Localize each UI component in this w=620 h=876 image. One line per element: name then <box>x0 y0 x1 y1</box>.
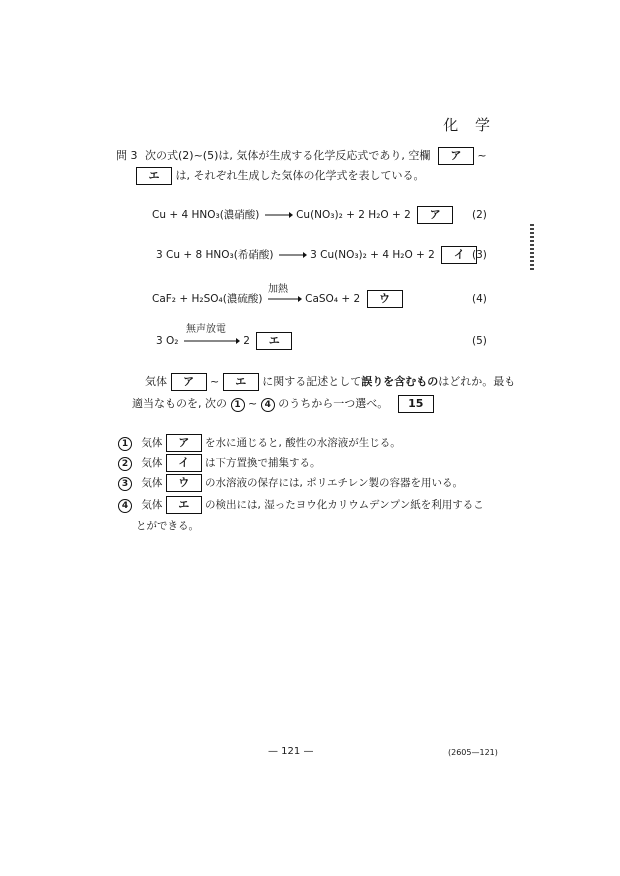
prompt-post: はどれか。最も <box>438 375 516 388</box>
option-2-number: 2 <box>118 457 132 471</box>
option-4-continuation: とができる。 <box>136 520 199 532</box>
equation-3-box: イ <box>441 246 477 264</box>
option-3-box: ウ <box>166 474 202 492</box>
equation-3 <box>156 246 477 264</box>
document-code: (2605—121) <box>448 748 498 757</box>
question-intro-line2 <box>136 167 425 185</box>
equation-3-number: (3) <box>472 249 487 261</box>
prompt-pre: 気体 <box>145 375 167 388</box>
option-3-text: の水溶液の保存には, ポリエチレン製の容器を用いる。 <box>205 477 464 489</box>
page-number: — 121 — <box>268 746 314 757</box>
option-1 <box>118 434 401 452</box>
reaction-arrow <box>182 337 240 345</box>
option-4-text: の検出には, 湿ったヨウ化カリウムデンプン紙を利用するこ <box>205 499 484 511</box>
prompt-line1 <box>145 373 515 391</box>
equation-4 <box>152 290 403 308</box>
reaction-arrow <box>266 295 302 303</box>
option-3-number: 3 <box>118 477 132 491</box>
equation-3-left: 3 Cu + 8 HNO₃(希硝酸) <box>156 249 274 261</box>
option-4-box: エ <box>166 496 202 514</box>
question-label: 問 3 <box>116 149 138 162</box>
equation-4-right: CaSO₄ + 2 <box>305 293 361 305</box>
equation-2-left: Cu + 4 HNO₃(濃硝酸) <box>152 209 260 221</box>
prompt-range-tilde: ~ <box>248 397 258 410</box>
equation-5 <box>156 332 292 350</box>
equation-2-right: Cu(NO₃)₂ + 2 H₂O + 2 <box>296 209 411 221</box>
prompt-mid: に関する記述として <box>262 375 362 388</box>
question-intro-line1 <box>145 147 487 165</box>
circled-number-4: 4 <box>261 398 275 412</box>
equation-4-box: ウ <box>367 290 403 308</box>
equation-2 <box>152 206 453 224</box>
option-1-box: ア <box>166 434 202 452</box>
option-3 <box>118 474 463 492</box>
circled-number-1: 1 <box>231 398 245 412</box>
subject-header: 化 学 <box>443 116 496 134</box>
option-1-number: 1 <box>118 437 132 451</box>
option-1-text: を水に通じると, 酸性の水溶液が生じる。 <box>205 437 401 449</box>
option-4 <box>118 496 484 514</box>
equation-5-number: (5) <box>472 335 487 347</box>
prompt-line2-post: のうちから一つ選べ。 <box>278 397 389 410</box>
equation-5-right: 2 <box>243 335 250 347</box>
prompt-box-e: エ <box>223 373 259 391</box>
equation-3-right: 3 Cu(NO₃)₂ + 4 H₂O + 2 <box>310 249 435 261</box>
scan-edge-marks <box>530 224 534 270</box>
prompt-line2-text: 適当なものを, 次の <box>132 397 227 410</box>
equation-5-box: エ <box>256 332 292 350</box>
prompt-box-a: ア <box>171 373 207 391</box>
prompt-tilde: ~ <box>210 375 220 388</box>
blank-box-a: ア <box>438 147 474 165</box>
equation-4-number: (4) <box>472 293 487 305</box>
answer-box: 15 <box>398 395 434 413</box>
prompt-line2 <box>132 395 434 413</box>
option-3-pre: 気体 <box>141 477 163 489</box>
option-2-pre: 気体 <box>141 457 163 469</box>
reaction-arrow <box>277 251 307 259</box>
intro-tilde: ~ <box>477 149 487 162</box>
option-1-pre: 気体 <box>141 437 163 449</box>
equation-2-number: (2) <box>472 209 487 221</box>
blank-box-e: エ <box>136 167 172 185</box>
reaction-arrow <box>263 211 293 219</box>
intro-text-1: 次の式(2)~(5)は, 気体が生成する化学反応式であり, 空欄 <box>145 149 431 162</box>
option-2 <box>118 454 321 472</box>
equation-4-condition: 加熱 <box>268 284 288 295</box>
option-4-pre: 気体 <box>141 499 163 511</box>
prompt-emphasis: 誤りを含むもの <box>361 375 439 388</box>
equation-2-box: ア <box>417 206 453 224</box>
equation-4-left: CaF₂ + H₂SO₄(濃硫酸) <box>152 293 263 305</box>
option-2-box: イ <box>166 454 202 472</box>
option-2-text: は下方置換で捕集する。 <box>205 457 321 469</box>
equation-5-condition: 無声放電 <box>186 324 226 335</box>
intro-text-2: は, それぞれ生成した気体の化学式を表している。 <box>175 169 425 182</box>
equation-5-left: 3 O₂ <box>156 335 179 347</box>
option-4-number: 4 <box>118 499 132 513</box>
